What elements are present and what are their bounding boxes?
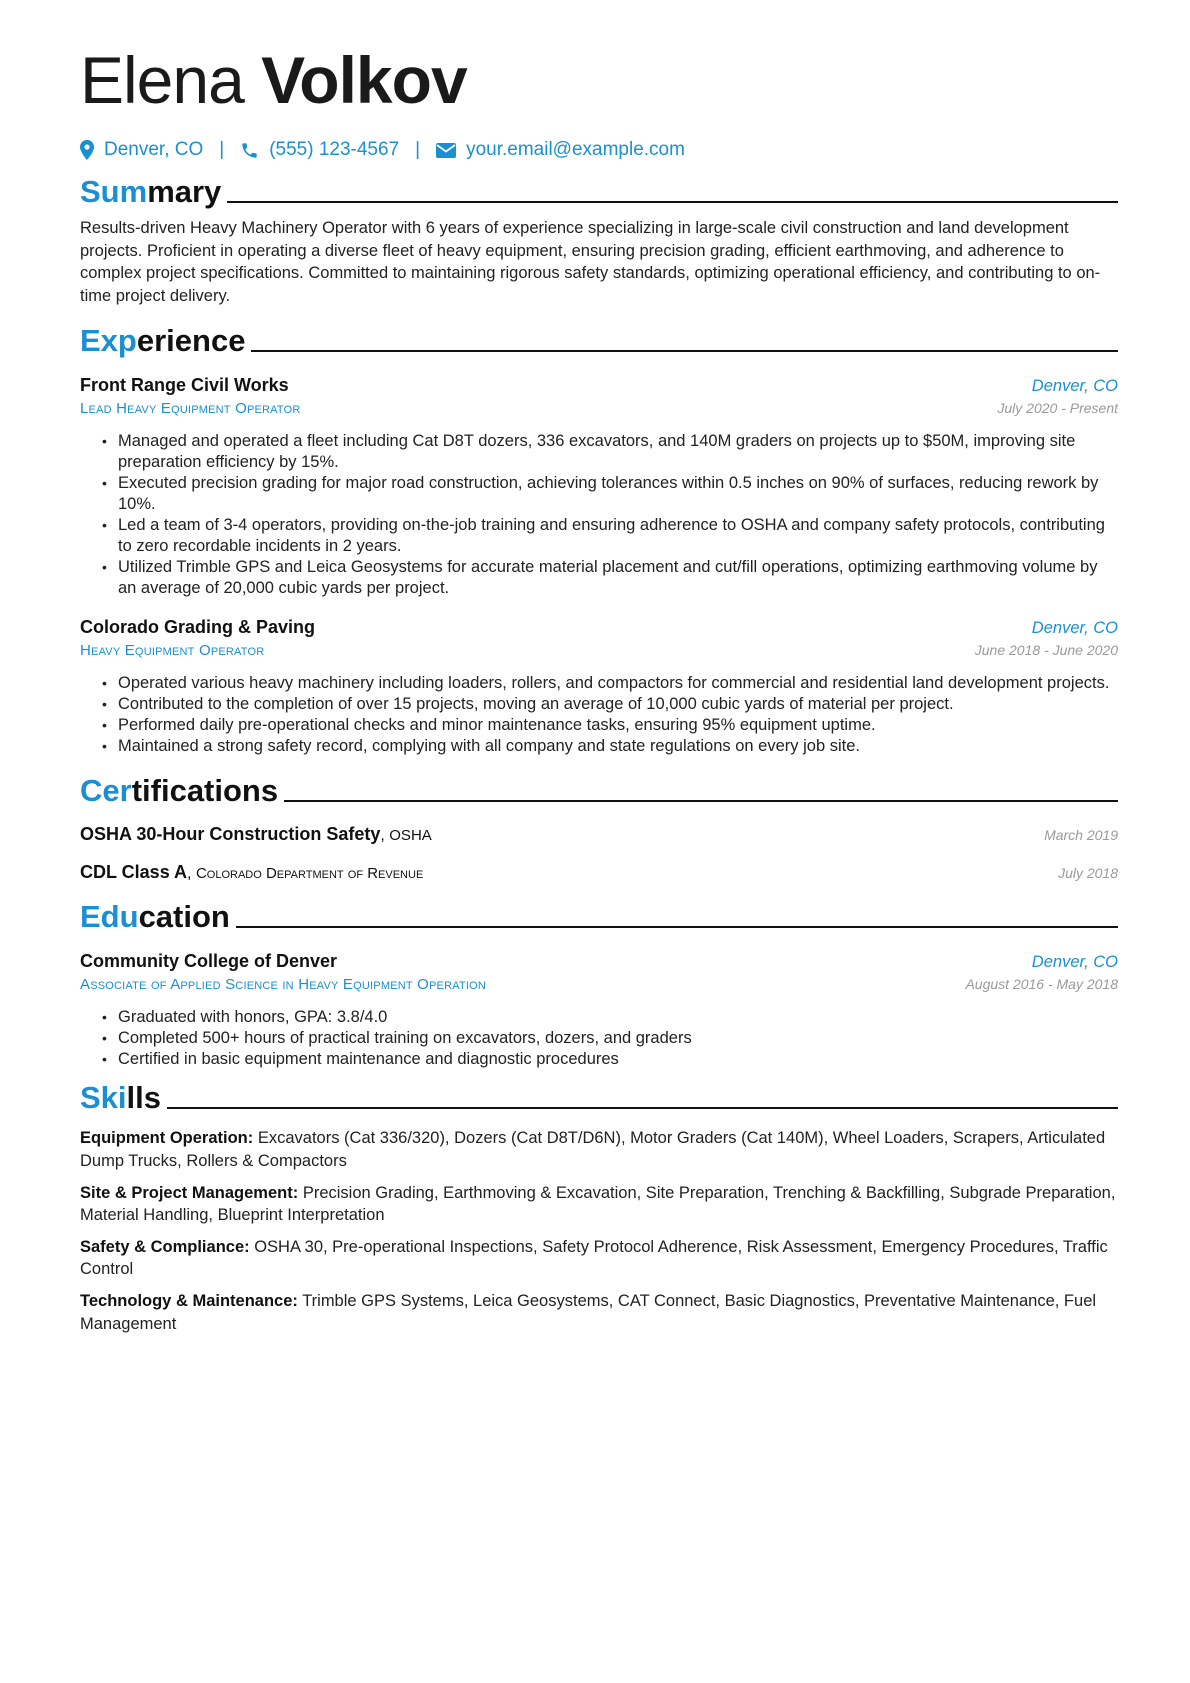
- contact-location: [80, 139, 203, 161]
- skill-value: Precision Grading, Earthmoving & Excavation, Site Preparation, Trenching & Backfilling, Subgrade Preparation, Material Handling, Blueprint Interpretation: [80, 1183, 1116, 1225]
- job-dates: June 2018 - June 2020: [974, 642, 1118, 659]
- resume-content: [80, 40, 1118, 1335]
- bullet-item: • Completed 500+ hours of practical training on excavators, dozers, and graders: [102, 1028, 1118, 1049]
- summary-heading: [80, 168, 1118, 212]
- section-title: Summary: [80, 174, 222, 209]
- degree-title: Associate of Applied Science in Heavy Equipment Operation: [80, 976, 487, 994]
- certification-item: CDL Class A, Colorado Department of Revenue July 2018: [80, 857, 1118, 889]
- bullet-item: • Maintained a strong safety record, complying with all company and state regulations on every job site.: [102, 736, 1118, 757]
- section-rule: [167, 1107, 1118, 1109]
- bullet-item: • Contributed to the completion of over 15 projects, moving an average of 10,000 cubic yards of material per project.: [102, 694, 1118, 715]
- map-pin-icon: [80, 140, 94, 160]
- bullet-item: • Graduated with honors, GPA: 3.8/4.0: [102, 1007, 1118, 1028]
- certification-date: March 2019: [1044, 827, 1118, 844]
- skill-label: Site & Project Management:: [80, 1183, 299, 1202]
- experience-heading: [80, 317, 1118, 361]
- education-entry: [80, 947, 1118, 1070]
- certification-name: CDL Class A: [80, 862, 188, 883]
- certification-name: OSHA 30-Hour Construction Safety: [80, 824, 381, 845]
- certification-item: OSHA 30-Hour Construction Safety, OSHA March 2019: [80, 819, 1118, 851]
- education-dates: August 2016 - May 2018: [965, 976, 1118, 993]
- school-name: Community College of Denver: [80, 951, 338, 972]
- bullet-item: • Certified in basic equipment maintenance and diagnostic procedures: [102, 1049, 1118, 1070]
- phone-icon: [240, 141, 259, 160]
- job-dates: July 2020 - Present: [997, 400, 1118, 417]
- section-rule: [227, 201, 1118, 203]
- skill-value: Excavators (Cat 336/320), Dozers (Cat D8T/D6N), Motor Graders (Cat 140M), Wheel Loaders, Scrapers, Articulated Dump Trucks, Rollers & Compactors: [80, 1129, 1106, 1170]
- bullet-item: • Utilized Trimble GPS and Leica Geosystems for accurate material placement and cut/fill operations, optimizing earthmoving volume by an average of 20,000 cubic yards per project.: [102, 557, 1118, 599]
- skill-label: Safety & Compliance:: [80, 1237, 250, 1256]
- candidate-name: [80, 40, 1118, 120]
- certification-issuer: OSHA: [389, 827, 432, 845]
- job-title: Heavy Equipment Operator: [80, 642, 265, 660]
- section-rule: [284, 800, 1118, 802]
- skills-heading: [80, 1074, 1118, 1118]
- section-rule: [251, 350, 1118, 352]
- last-name: Volkov: [261, 43, 467, 117]
- skill-label: Equipment Operation:: [80, 1129, 254, 1148]
- skill-value: OSHA 30, Pre-operational Inspections, Safety Protocol Adherence, Risk Assessment, Emergency Procedures, Traffic Control: [80, 1237, 1108, 1279]
- bullet-item: • Operated various heavy machinery including loaders, rollers, and compactors for commercial and residential land development projects.: [102, 673, 1118, 694]
- education-heading: [80, 893, 1118, 937]
- section-title: Experience: [80, 323, 246, 359]
- location-text: Denver, CO: [104, 139, 204, 160]
- section-title: Skills: [80, 1080, 161, 1116]
- job-entry: [80, 371, 1118, 599]
- first-name: Elena: [80, 43, 244, 117]
- envelope-icon: [436, 143, 456, 158]
- certifications-heading: [80, 767, 1118, 811]
- phone-text: (555) 123-4567: [269, 139, 400, 160]
- job-entry: [80, 613, 1118, 757]
- job-location: Denver, CO: [1031, 619, 1118, 638]
- company-name: Colorado Grading & Paving: [80, 617, 316, 638]
- skill-group: [80, 1127, 1118, 1172]
- section-title: Education: [80, 899, 230, 935]
- contact-email[interactable]: [436, 139, 685, 161]
- job-title: Lead Heavy Equipment Operator: [80, 400, 301, 418]
- job-bullets: [80, 431, 1118, 599]
- bullet-item: • Performed daily pre-operational checks and minor maintenance tasks, ensuring 95% equipment uptime.: [102, 715, 1118, 736]
- skill-group: [80, 1290, 1118, 1335]
- contact-phone[interactable]: [240, 139, 399, 161]
- skill-group: [80, 1236, 1118, 1281]
- section-rule: [236, 926, 1118, 928]
- skill-group: [80, 1182, 1118, 1227]
- certification-issuer: Colorado Department of Revenue: [195, 865, 424, 883]
- summary-text: Results-driven Heavy Machinery Operator with 6 years of experience specializing in large-scale civil construction and land development projects. Proficient in operating a diverse fleet of heavy equipment, ensuring precision grading, efficient earthmoving, and adherence to complex project specifications. Committed to maintaining rigorous safety standards, optimizing operational efficiency, and contributing to on-time project delivery.: [80, 219, 1101, 305]
- contact-line: [80, 136, 1118, 164]
- skill-label: Technology & Maintenance:: [80, 1291, 298, 1310]
- education-bullets: [80, 1007, 1118, 1070]
- section-title: Certifications: [80, 773, 279, 809]
- certification-date: July 2018: [1058, 865, 1118, 882]
- job-location: Denver, CO: [1031, 377, 1118, 396]
- school-location: Denver, CO: [1031, 953, 1118, 972]
- bullet-item: • Led a team of 3-4 operators, providing on-the-job training and ensuring adherence to OSHA and company safety protocols, contributing to zero recordable incidents in 2 years.: [102, 515, 1118, 557]
- contact-separator: |: [415, 139, 421, 160]
- skill-value: Trimble GPS Systems, Leica Geosystems, CAT Connect, Basic Diagnostics, Preventative Maintenance, Fuel Management: [80, 1291, 1097, 1333]
- contact-separator: |: [219, 139, 225, 160]
- email-text: your.email@example.com: [466, 139, 685, 160]
- company-name: Front Range Civil Works: [80, 375, 289, 396]
- bullet-item: • Executed precision grading for major road construction, achieving tolerances within 0.5 inches on 90% of surfaces, reducing rework by 10%.: [102, 473, 1118, 515]
- bullet-item: • Managed and operated a fleet including Cat D8T dozers, 336 excavators, and 140M graders on projects up to $50M, improving site preparation efficiency by 15%.: [102, 431, 1118, 473]
- job-bullets: [80, 673, 1118, 757]
